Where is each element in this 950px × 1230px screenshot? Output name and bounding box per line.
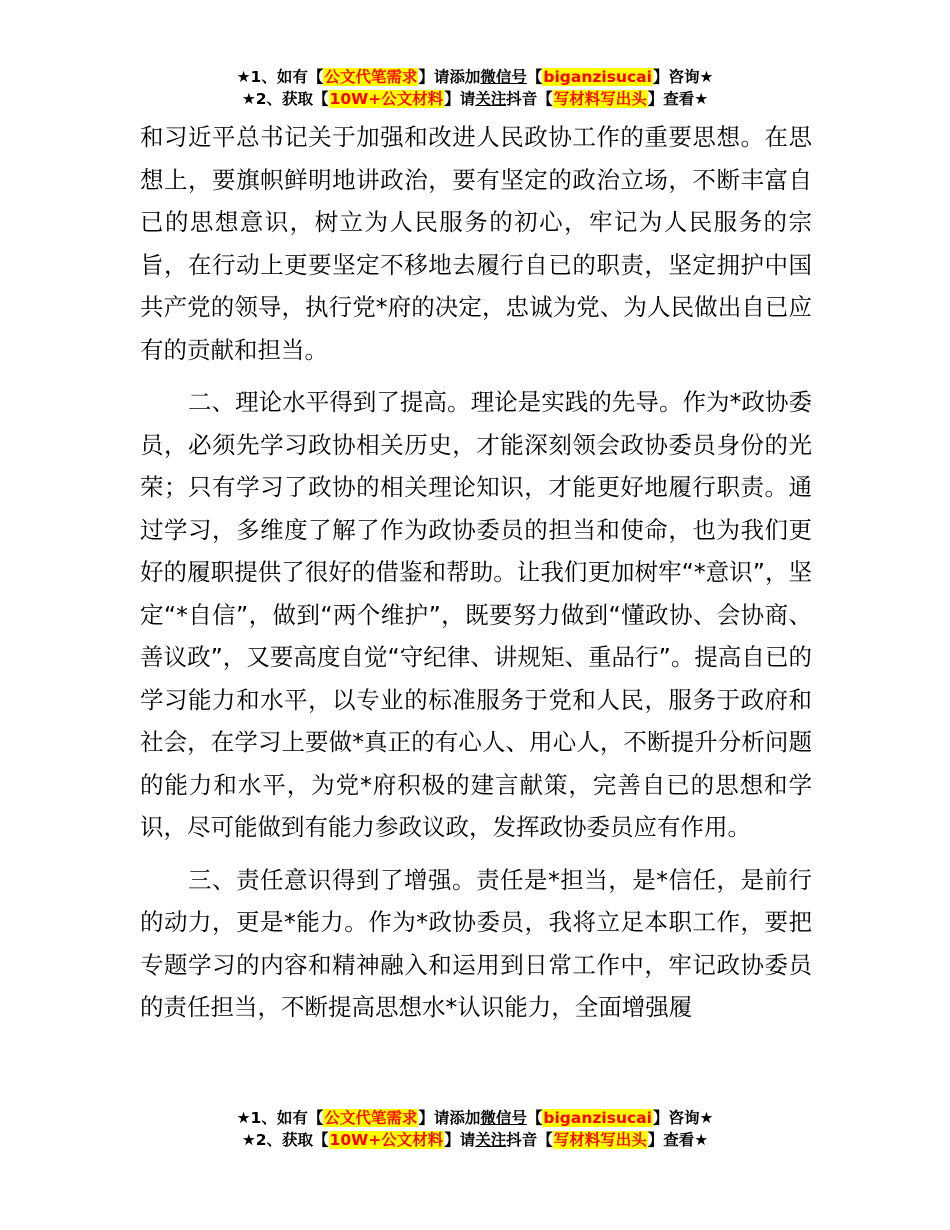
highlight-wechat-id: biganzisucai bbox=[543, 1109, 652, 1127]
banner-line-2 bbox=[0, 88, 950, 110]
highlight-materials: 10W+公文材料 bbox=[329, 90, 444, 108]
banner-text: 】请添加 bbox=[418, 68, 481, 86]
banner-text: 】请 bbox=[444, 1131, 476, 1149]
banner-text: 【 bbox=[526, 68, 543, 86]
banner-text: ★1、如有【 bbox=[236, 68, 324, 86]
banner-underlined: 关注 bbox=[475, 90, 507, 108]
banner-text: 】查看★ bbox=[647, 1131, 709, 1149]
banner-text: 抖音【 bbox=[506, 1131, 553, 1149]
banner-line-2 bbox=[0, 1129, 950, 1151]
banner-text: 】查看★ bbox=[647, 90, 709, 108]
header-banner bbox=[0, 66, 950, 110]
paragraph-responsibility: 三、责任意识得到了增强。责任是*担当，是*信任，是前行的动力，更是*能力。作为*政协委员，我将立足本职工作，要把专题学习的内容和精神融入和运用到日常工作中，牢记政协委员的责任担当，不断提高思想水*认识能力，全面增强履 bbox=[140, 865, 812, 1021]
banner-underlined: 关注 bbox=[475, 1131, 507, 1149]
highlight-ghostwriting: 公文代笔需求 bbox=[324, 68, 418, 86]
banner-line-1 bbox=[0, 66, 950, 88]
highlight-materials: 10W+公文材料 bbox=[329, 1131, 444, 1149]
highlight-wechat-id: biganzisucai bbox=[543, 68, 652, 86]
banner-text: 【 bbox=[526, 1109, 543, 1127]
banner-text: 】请添加 bbox=[418, 1109, 481, 1127]
highlight-douyin: 写材料写出头 bbox=[553, 90, 647, 108]
banner-underlined: 微信号 bbox=[480, 68, 527, 86]
banner-underlined: 微信号 bbox=[480, 1109, 527, 1127]
footer-banner bbox=[0, 1107, 950, 1151]
highlight-douyin: 写材料写出头 bbox=[553, 1131, 647, 1149]
document-body bbox=[140, 116, 812, 1029]
banner-text: ★1、如有【 bbox=[236, 1109, 324, 1127]
banner-text: ★2、获取【 bbox=[241, 90, 329, 108]
paragraph-continuation: 和习近平总书记关于加强和改进人民政协工作的重要思想。在思想上，要旗帜鲜明地讲政治，要有坚定的政治立场，不断丰富自已的思想意识，树立为人民服务的初心，牢记为人民服务的宗旨，在行动上更要坚定不移地去履行自已的职责，坚定拥护中国共产党的领导，执行党*府的决定，忠诚为党、为人民做出自已应有的贡献和担当。 bbox=[140, 123, 812, 364]
banner-text: 】咨询★ bbox=[652, 68, 714, 86]
paragraph-theory: 二、理论水平得到了提高。理论是实践的先导。作为*政协委员，必须先学习政协相关历史，才能深刻领会政协委员身份的光荣；只有学习了政协的相关理论知识，才能更好地履行职责。通过学习，多维度了解了作为政协委员的担当和使命，也为我们更好的履职提供了很好的借鉴和帮助。让我们更加树牢“*意识”，坚定“*自信”，做到“两个维护”，既要努力做到“懂政协、会协商、善议政”，又要高度自觉“守纪律、讲规矩、重品行”。提高自已的学习能力和水平，以专业的标准服务于党和人民，服务于政府和社会，在学习上要做*真正的有心人、用心人，不断提升分析问题的能力和水平，为党*府积极的建言献策，完善自已的思想和学识，尽可能做到有能力参政议政，发挥政协委员应有作用。 bbox=[140, 388, 812, 841]
banner-text: 】咨询★ bbox=[652, 1109, 714, 1127]
banner-text: 】请 bbox=[444, 90, 476, 108]
banner-text: 抖音【 bbox=[506, 90, 553, 108]
highlight-ghostwriting: 公文代笔需求 bbox=[324, 1109, 418, 1127]
banner-line-1 bbox=[0, 1107, 950, 1129]
banner-text: ★2、获取【 bbox=[241, 1131, 329, 1149]
